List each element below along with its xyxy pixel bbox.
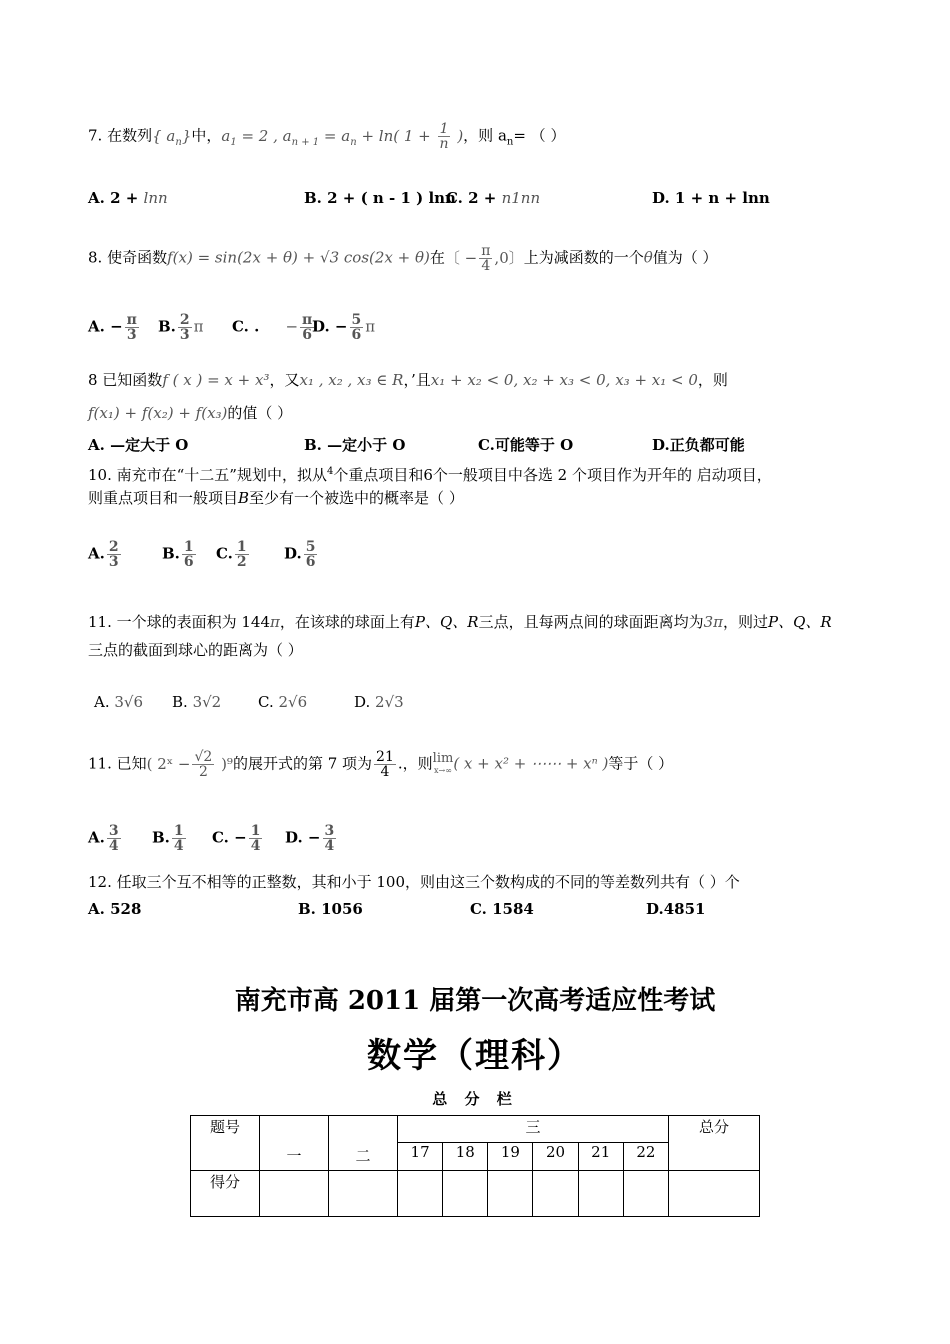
header-q22: 22 [623, 1143, 668, 1171]
q11b-option-c: C. − $\frac{1}{4}$ [212, 823, 261, 854]
q10-option-d: D. $\frac{5}{6}$ [284, 539, 316, 570]
q11b-option-d: D. − $\frac{3}{4}$ [285, 823, 335, 854]
score-table [190, 1115, 760, 1217]
q7-option-c: C. 2 + n1nn [446, 189, 541, 207]
q7-recurrence: $a_1 = 2$ , $a_{n + 1} = a_n + \ln$( 1 + $\frac{1}{n}$ ) [221, 121, 464, 152]
q7-option-a: A. 2 + lnn [88, 189, 168, 207]
header-q20: 20 [533, 1143, 578, 1171]
q8-stem: 8. 使奇函数f(x) = sin(2x + θ) + √3 cos(2x + θ)在〔 − $\frac{\pi}{4}$ ,0〕上为减函数的一个θ值为（ ） [88, 243, 718, 274]
score-cell-1[interactable] [260, 1171, 329, 1217]
q8-option-b: B. $\frac{2}{3}$ π [158, 312, 204, 343]
q10-stem-line1: 10. 南充市在“十二五”规划中，拟从$^4$个重点项目和6个一般项目中各选 2 个项目作为开年的 启动项目， [88, 466, 772, 484]
score-cell-17[interactable] [398, 1171, 443, 1217]
q11b-binomial: ( 2ˣ − $\frac{√2}{2}$ )⁹ [146, 749, 233, 780]
q10-option-b: B. $\frac{1}{6}$ [162, 539, 194, 570]
header-section-1: 一 [260, 1116, 329, 1171]
header-section-3: 三 [398, 1116, 669, 1143]
header-q21: 21 [578, 1143, 623, 1171]
q11b-option-a: A. $\frac{3}{4}$ [88, 823, 119, 854]
q11b-option-b: B. $\frac{1}{4}$ [152, 823, 184, 854]
header-section-2: 二 [329, 1116, 398, 1171]
score-cell-21[interactable] [578, 1171, 623, 1217]
q9-stem-line2: f(x₁) + f(x₂) + f(x₃)的值（ ） [88, 404, 293, 422]
header-total: 总分 [669, 1116, 760, 1171]
q7-option-b: B. 2 + ( n - 1 ) lnn [304, 189, 456, 207]
score-cell-19[interactable] [488, 1171, 533, 1217]
q11a-option-b: B. 3√2 [172, 693, 222, 711]
q7-sequence: { $a_n$} [152, 126, 192, 148]
q11a-option-c: C. 2√6 [258, 693, 308, 711]
q11a-option-d: D. 2√3 [354, 693, 404, 711]
q9-option-c: C.可能等于 O [478, 436, 574, 454]
q12-option-d: D.4851 [646, 900, 706, 918]
exam-subject: 数学（理科） [367, 1036, 583, 1076]
header-q18: 18 [443, 1143, 488, 1171]
score-cell-total[interactable] [669, 1171, 760, 1217]
q11b-stem: 11. 已知( 2ˣ − $\frac{√2}{2}$ )⁹的展开式的第 7 项为 $\frac{21}{4}$ .，则 lim x→∞ ( x + x² + ⋯⋯ + xⁿ )等于（ ） [88, 749, 674, 780]
q8-option-d: D. − $\frac{5}{6}$ π [312, 312, 376, 343]
score-cell-22[interactable] [623, 1171, 668, 1217]
header-q17: 17 [398, 1143, 443, 1171]
score-cell-18[interactable] [443, 1171, 488, 1217]
q12-option-a: A. 528 [88, 900, 142, 918]
header-question-number: 题号 [191, 1116, 260, 1171]
q11a-stem-line1: 11. 一个球的表面积为 144π，在该球的球面上有P、Q、R三点，且每两点间的球面距离均为3π，则过P、Q、R [88, 613, 832, 631]
q9-option-b: B. —定小于 O [304, 436, 406, 454]
q12-option-c: C. 1584 [470, 900, 534, 918]
q8-option-c: C. . − $\frac{\pi}{6}$ [232, 312, 313, 343]
q11b-limit: lim x→∞ [432, 750, 454, 775]
score-cell-2[interactable] [329, 1171, 398, 1217]
q8-interval: 〔 − $\frac{\pi}{4}$ ,0〕 [444, 243, 524, 274]
score-table-caption: 总 分 栏 [432, 1090, 518, 1108]
q9-option-d: D.正负都可能 [652, 436, 745, 454]
q11a-stem-line2: 三点的截面到球心的距离为（ ） [88, 641, 303, 659]
q7-stem: 7. 在数列{ $a_n$}中，$a_1 = 2$ , $a_{n + 1} = a_n + \ln$( 1 + $\frac{1}{n}$ )，则 $a_n=$ （ ） [88, 121, 566, 152]
exam-title: 南充市高 2011 届第一次高考适应性考试 [234, 986, 716, 1016]
row-score-label: 得分 [191, 1171, 260, 1217]
header-q19: 19 [488, 1143, 533, 1171]
q7-option-d: D. 1 + n + lnn [652, 189, 770, 207]
q11a-option-a: A. 3√6 [94, 693, 144, 711]
q8-option-a: A. − $\frac{\pi}{3}$ [88, 312, 137, 343]
q10-option-a: A. $\frac{2}{3}$ [88, 539, 119, 570]
q9-option-a: A. —定大于 O [88, 436, 189, 454]
q12-stem: 12. 任取三个互不相等的正整数，其和小于 100，则由这三个数构成的不同的等差数列共有（ ）个 [88, 873, 740, 891]
q8-function: f(x) = sin(2x + θ) + √3 cos(2x + θ) [167, 248, 430, 267]
q10-option-c: C. $\frac{1}{2}$ [216, 539, 247, 570]
score-cell-20[interactable] [533, 1171, 578, 1217]
q9-stem: 8 已知函数f ( x ) = x + x³，又x₁ , x₂ , x₃ ∈ R，’且x₁ + x₂ < 0, x₂ + x₃ < 0, x₃ + x₁ < 0，则 [88, 371, 728, 389]
q10-stem-line2: 则重点项目和一般项目B至少有一个被选中的概率是（ ） [88, 489, 464, 507]
q12-option-b: B. 1056 [298, 900, 363, 918]
